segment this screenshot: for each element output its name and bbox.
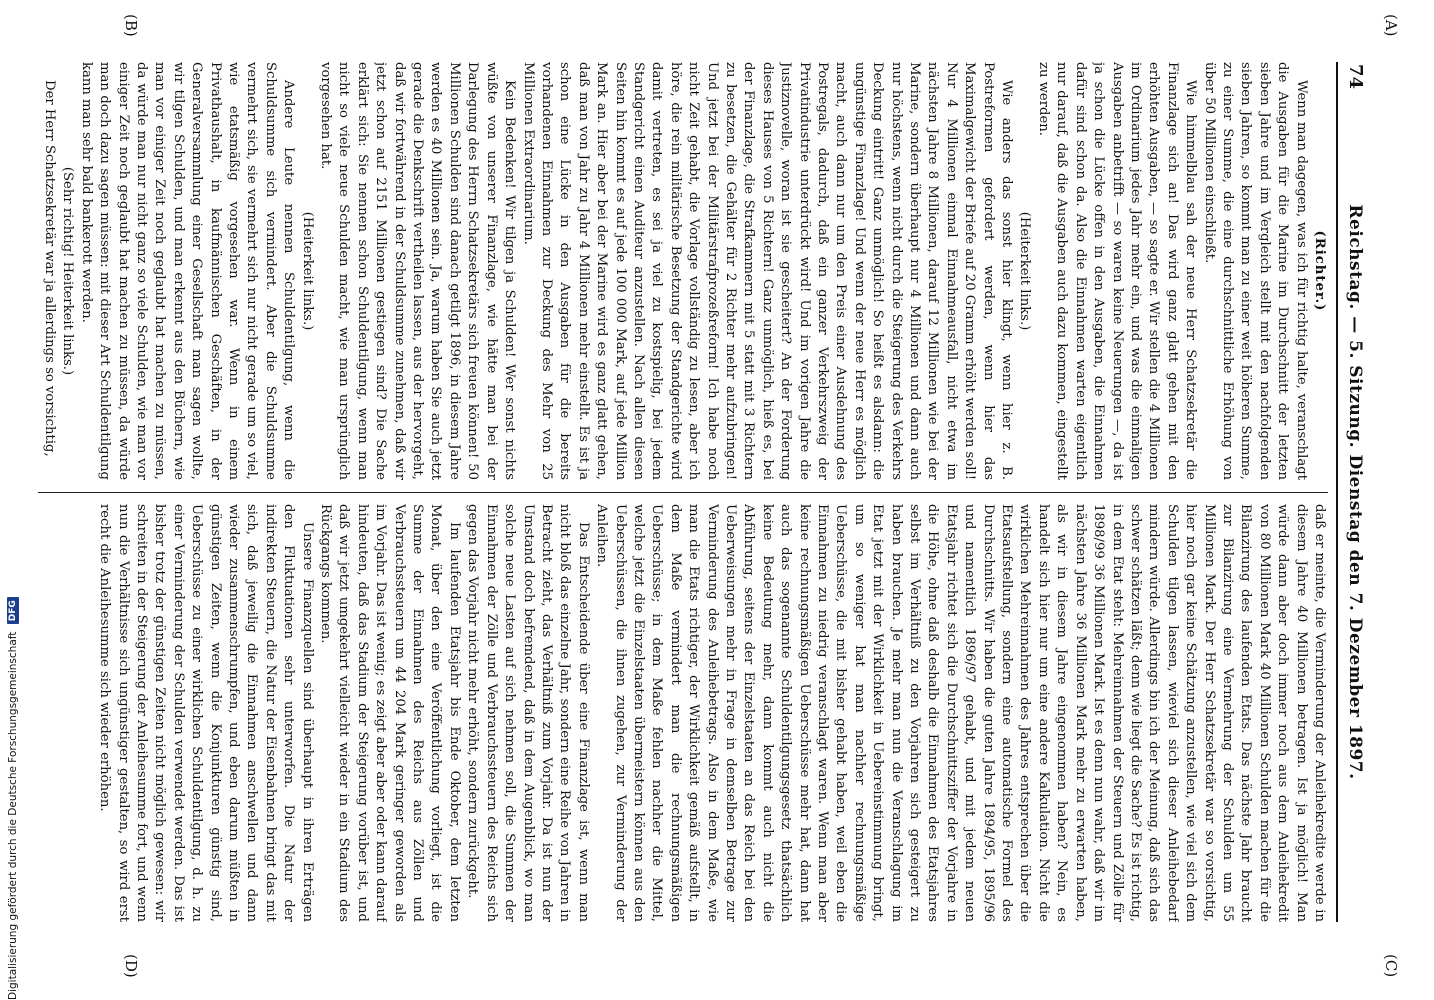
paragraph: Das Entscheidende über eine Finanzlage ist, wenn man nicht bloß das einzelne Jahr, sondern eine Reihe von Jahren in Betracht zieht, das Verhältniß zum Vorjahr. Da ist nun der Umstand doch befremdend, daß in dem Augenblick, wo man solche neue Lasten auf sich nehmen soll, die Summen der Einnahmen der Zölle und Verbrauchssteuern des Reichs sich gegen das Vorjahr nicht mehr erhöht, sondern zurückgeht. — [465, 504, 591, 922]
interjection: (Heiterkeit links.) — [1017, 211, 1033, 331]
running-title: Reichstag. — 5. Sitzung. Dienstag den 7. Dezember 1897. — [1345, 204, 1365, 780]
interjection: (Heiterkeit links.) — [299, 211, 315, 331]
margin-letter-c: (C) — [1382, 954, 1400, 978]
digitization-note — [4, 20, 22, 1000]
margin-letter-a: (A) — [1382, 14, 1400, 37]
right-column — [38, 504, 1328, 922]
paragraph: Andere Leute nennen Schuldentilgung, wenn die Schuldsumme sich vermindert. Aber die Schuldsumme vermehrt sich, sie vermehrt sich nur nicht gerade um so viel, wie etatsmäßig vorgesehen war. Wenn in einem Privathaushalt, in kaufmännischen Geschäften, in der Generalversammlung einer Gesellschaft man sagen wollte, wir tilgen Schulden, und man erkennt aus den Büchern, wie man vor einiger Zeit noch geglaubt hat machen zu müssen, da würde man nur nicht ganz so viele Schulden, wie man vor einiger Zeit noch geglaubt hat machen zu müssen, da würde man doch dazu sagen müssen: mit dieser Art Schuldentilgung kann man sehr bald bankerott werden. — [78, 62, 297, 480]
paragraph: Unsere Finanzquellen sind überhaupt in ihren Erträgen den Fluktuationen sehr unterworfen. Die Natur der indirekten Steuern, die Natur der Eisenbahnen bringt das mit sich, daß jeweilig die Einnahmen anschwellen und dann wieder zusammenschrumpfen, und eben darum müßten in günstigen Zeiten, wenn die Konjunkturen günstig sind, Ueberschüsse zu einer wirklichen Schuldentilgung, d. h. zu einer Verminderung der Schulden verwendet werden. Das ist bisher trotz der günstigen Zeiten nicht möglich gewesen: wir schreiten in der Steigerung der Anleihesumme fort, und wenn nun die Verhältnisse sich ungünstiger gestalten, so wird erst recht die Anleihesumme sich wieder erhöhen. — [97, 504, 315, 922]
left-column — [38, 62, 1328, 480]
paragraph: Kein Bedenken! Wir tilgen ja Schulden! Wer sonst nichts wüßte von unserer Finanzlage, wie hätte man bei der Darlegung des Herrn Schatzsekretärs sich freuen können! 50 Millionen Schulden sind danach getilgt 1896, in diesem Jahre werden es 40 Millionen sein. Ja, warum haben Sie auch jetzt gerade die Denkschrift vertheilen lassen, aus der hervorgeht, daß wir fortwährend in der Schuldsumme zunehmen, daß wir jetzt schon auf 2151 Millionen gestiegen sind? Die Sache erklärt sich: Sie nennen schon Schuldentilgung, wenn man nicht so viele neue Schulden macht, wie man ursprünglich vorgesehen hat. — [318, 62, 518, 480]
margin-letter-b: (B) — [122, 14, 140, 37]
column-divider — [38, 492, 1328, 493]
paragraph: daß er meinte, die Verminderung der Anleihekredite werde in diesem Jahre 40 Millionen betragen. Ist ja möglich! Man würde dann aber doch immer noch aus dem Anleihekredit von 80 Millionen Mark 40 Millionen Schulden machen für die Bilanzirung des laufenden Etats. Das nächste Jahr braucht zur Bilanzirung eine Vermehrung der Schulden um 55 Millionen Mark. Der Herr Schatzsekretär war so vorsichtig, hier noch gar keine Schätzung anzustellen, wie viel sich dem Schulden tilgen lassen, wieviel sich dieser Anleihebedarf mindern würde. Allerdings bin ich der Meinung, daß sich das schwer schätzen läßt; denn wie liegt die Sache? Es ist richtig, in dem Etat steht: Mehreinnahmen der Steuern und Zölle für 1898/99 36 Millionen Mark. Ist es denn nun wahr, daß wir im nächsten Jahre 36 Millionen Mark mehr zu erwarten haben, als wir in diesem Jahre eingenommen haben? Nein, es handelt sich hier nur um eine andere Kalkulation. Nicht die wirklichen Mehreinnahmen des Jahres entsprechen über die Etatsaufstellung, sondern eine automatische Formel des Durchschnitts. Wir haben die guten Jahre 1894/95, 1895/96 und namentlich 1896/97 gehabt, und mit jedem neuen Etatsjahr richtet sich die Durchschnittsziffer der Vorjahre in die Höhe, ohne daß deshalb die Einnahmen des Etatsjahres selbst im Verhältniß zu den Vorjahren sich gesteigert zu haben brauchen. Je mehr man nun die Veranschlagung im Etat jetzt mit der Wirklichkeit in Uebereinstimmung bringt, um so weniger hat man nachher rechnungsmäßige Ueberschüsse, die mit bisher gehabt haben, weil eben die Einnahmen zu niedrig veranschlagt waren. Wenn man aber keine rechnungsmäßigen Ueberschüsse mehr hat, dann hat auch das sogenannte Schuldentilgungsgesetz thatsächlich keine Bedeutung mehr, dann kommt auch nicht die Abführung, seitens der Einzelstaaten an das Reich bei den Ueberweisungen mehr in Frage in demselben Betrage zur Verminderung des Anleihebetrags. Also in dem Maße, wie man die Etats richtiger, der Wirklichkeit gemäß aufstellt, in dem Maße vermindert man die rechnungsmäßigen Ueberschüsse; in dem Maße fehlen nachher die Mittel, welche jetzt die Einzelstaaten übermeistern können aus den Ueberschüssen, die ihnen zugehen, zur Verminderung der Anleihen. — [594, 504, 1327, 922]
page-header — [1338, 62, 1372, 922]
paragraph: Wie anders das sonst hier klingt, wenn hier z. B. Postreformen gefordert werden, wenn hier das Maximalgewicht der Briefe auf 20 Gramm erhöht werden soll! Nur 4 Millionen einmal Einnahmeausfall, nicht etwa im nächsten Jahre 8 Millionen, darauf 12 Millionen wie bei der Marine, sondern überhaupt nur 4 Millionen und dann auch nur höchstens, wenn nicht durch die Steigerung des Verkehrs Deckung eintritt! Ganz unmöglich! So heißt es alsdann: die ungünstige Finanzlage! Und wenn der neue Herr es möglich macht, auch dann nur um den Preis einer Ausdehnung des Postregals, dadurch, daß ein ganzer Verkehrszweig der Privatindustrie unterdrückt wird! Und im vorigen Jahre die Justiznovelle, woran ist sie gescheitert? An der Forderung dieses Hauses von 5 Richtern! Ganz unmöglich, hieß es, bei der Finanzlage, die Strafkammern mit 5 statt mit 3 Richtern zu besetzen, die Gehälter für 2 Richter mehr aufzubringen! Und jetzt bei der Militärstrafprozeßreform! Ich habe noch nicht Zeit gehabt, die Vorlage vollständig zu lesen, aber ich höre, die rein militärische Besetzung der Standgerichte wird damit vertreten, es sei ja viel zu kostspielig, bei jedem Standgericht einen Auditeur anzustellen. Nach allen diesen Seiten hin kommt es auf jede 100 000 Mark, auf jede Million Mark an. Hier aber bei der Marine wird es ganz glatt gehen, daß man von Jahr zu Jahr 4 Millionen mehr einstellt. Es ist ja schon eine Lücke in den Ausgaben für die bereits vorhandenen Einnahmen zur Deckung des Mehr von 25 Millionen Extraordinarium. — [520, 62, 1015, 480]
digitization-note-area — [0, 0, 22, 1000]
paragraph: Wenn man dagegen, was ich für richtig halte, veranschlagt die Ausgaben für die Marine im Durchschnitt der letzten sieben Jahre und im Vergleich stellt mit den nachfolgenden sieben Jahren, so kommt man zu einer weit höheren Summe, zu einer Summe, die eine durchschnittliche Erhöhung von über 50 Millionen einschließt. — [1201, 62, 1309, 480]
dfg-logo-icon: DFG — [7, 597, 19, 624]
header-rule — [1336, 62, 1338, 922]
speaker-name: (Richter.) — [1312, 230, 1327, 312]
margin-letter-d: (D) — [122, 954, 140, 978]
paragraph: Wie himmelblau sah der neue Herr Schatzsekretär die Finanzlage sich an! Das wird ganz glatt gehen mit den erhöhten Ausgaben, — so sagte er. Wir stellen die 4 Millionen im Ordinarium jedes Jahr mehr ein, und was die einmaligen Ausgaben anbetrifft — so waren keine Neuerungen —, da ist ja schon die Lücke offen in den Ausgaben, die Einnahmen dafür sind schon da. Also die Einnahmen warten eigentlich nur darauf, daß die Ausgaben auch dazu kommen, eingestellt zu werden. — [1035, 62, 1199, 480]
paragraph: Im laufenden Etatsjahr bis Ende Oktober, dem letzten Monat, über den eine Veröffentlichung vorliegt, ist die Summe der Einnahmen des Reichs aus Zöllen und Verbrauchssteuern um 44 204 Mark geringer geworden als im Vorjahr. Das ist wenig; es zeigt aber aber oder kann darauf hindeuten, daß das Stadium der Steigerung vorüber ist, und daß wir jetzt umgekehrt vielleicht wieder in ein Stadium des Rückgangs kommen. — [318, 504, 462, 922]
page-content — [32, 62, 1372, 922]
page-number: 74 — [1345, 64, 1366, 90]
digitization-note-text: Digitalisierung gefördert durch die Deutsche Forschungsgemeinschaft — [7, 631, 19, 1000]
paragraph: Der Herr Schatzsekretär war ja allerdings so vorsichtig, — [41, 80, 57, 457]
interjection: (Sehr richtig! Heiterkeit links.) — [60, 166, 76, 376]
